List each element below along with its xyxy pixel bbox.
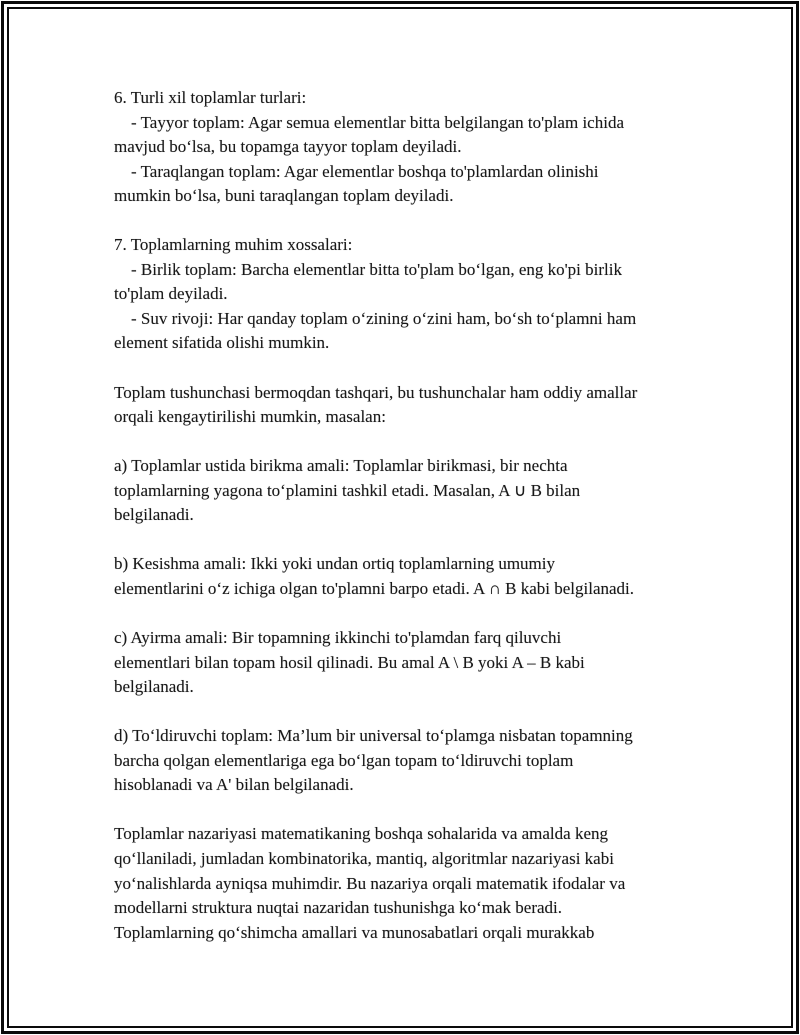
text-line: Toplamlar nazariyasi matematikaning boshqa sohalarida va amalda keng [114,824,608,844]
text-line: yoʻnalishlarda ayniqsa muhimdir. Bu nazariya orqali matematik ifodalar va [114,873,626,893]
text-line: orqali kengaytirilishi mumkin, masalan: [114,407,386,427]
text-line: Toplamlarning qoʻshimcha amallari va munosabatlari orqali murakkab [114,922,595,942]
text-line: c) Ayirma amali: Bir topamning ikkinchi to'plamdan farq qiluvchi [114,628,562,648]
paragraph-section-6-set-types [114,86,704,209]
paragraph-closing-paragraph [114,822,704,945]
text-line: element sifatida olishi mumkin. [114,333,330,353]
text-line: b) Kesishma amali: Ikki yoki undan ortiq toplamlarning umumiy [114,554,555,574]
text-line: belgilanadi. [114,505,194,525]
text-line: a) Toplamlar ustida birikma amali: Toplamlar birikmasi, bir nechta [114,456,568,476]
text-line: barcha qolgan elementlariga ega boʻlgan topam toʻldiruvchi toplam [114,750,574,770]
text-line: elementlari bilan topam hosil qilinadi. Bu amal A \ B yoki A – B kabi [114,652,585,672]
text-line: hisoblanadi va A' bilan belgilanadi. [114,775,354,795]
paragraph-item-b-intersection [114,552,704,601]
text-line: mumkin boʻlsa, buni taraqlangan toplam deyiladi. [114,186,454,206]
text-line: Toplam tushunchasi bermoqdan tashqari, bu tushunchalar ham oddiy amallar [114,382,638,402]
text-line: mavjud boʻlsa, bu topamga tayyor toplam deyiladi. [114,137,462,157]
text-line: modellarni struktura nuqtai nazaridan tushunishga koʻmak beradi. [114,898,563,918]
document-body [114,86,704,970]
text-line: belgilanadi. [114,677,194,697]
text-line: toplamlarning yagona toʻplamini tashkil etadi. Masalan, A ∪ B bilan [114,480,581,500]
text-line: qoʻllaniladi, jumladan kombinatorika, mantiq, algoritmlar nazariyasi kabi [114,848,614,868]
paragraph-intro-operations [114,381,704,430]
text-line: - Taraqlangan toplam: Agar elementlar boshqa to'plamlardan olinishi [114,161,599,181]
paragraph-section-7-set-properties [114,233,704,356]
text-line: 6. Turli xil toplamlar turlari: [114,88,307,107]
text-line: to'plam deyiladi. [114,284,228,304]
paragraph-item-c-difference [114,626,704,700]
text-line: - Birlik toplam: Barcha elementlar bitta to'plam boʻlgan, eng ko'pi birlik [114,259,622,279]
text-line: - Suv rivoji: Har qanday toplam oʻzining oʻzini ham, boʻsh toʻplamni ham [114,308,637,328]
paragraph-item-a-union [114,454,704,528]
paragraph-item-d-complement [114,724,704,798]
text-line: d) Toʻldiruvchi toplam: Ma’lum bir universal toʻplamga nisbatan topamning [114,726,633,746]
text-line: 7. Toplamlarning muhim xossalari: [114,235,353,255]
text-line: - Tayyor toplam: Agar semua elementlar bitta belgilangan to'plam ichida [114,112,624,132]
text-line: elementlarini oʻz ichiga olgan to'plamni barpo etadi. A ∩ B kabi belgilanadi. [114,578,635,598]
